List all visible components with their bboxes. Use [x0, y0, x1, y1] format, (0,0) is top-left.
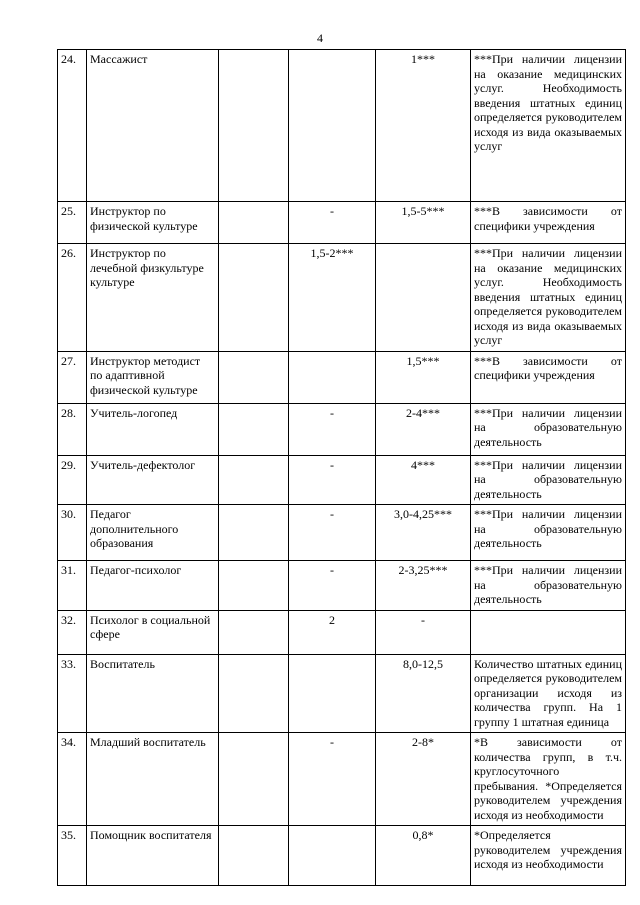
position-name: Педагог дополнительного образования [87, 505, 219, 561]
value-col-c: 3,0-4,25*** [376, 505, 471, 561]
page-number: 4 [317, 31, 323, 45]
row-note: Количество штатных единиц определяется руководителем организации исходя из количества групп. На 1 группу 1 штатная единица [471, 654, 626, 733]
row-note: ***В зависимости от специфики учреждения [471, 351, 626, 403]
value-col-b [289, 351, 376, 403]
value-col-c: 1,5-5*** [376, 202, 471, 244]
value-col-b [289, 654, 376, 733]
value-col-b [289, 826, 376, 886]
row-number: 25. [58, 202, 87, 244]
table-row [58, 244, 626, 352]
table-row [58, 826, 626, 886]
value-col-c: 1,5*** [376, 351, 471, 403]
row-number: 30. [58, 505, 87, 561]
table-row [58, 403, 626, 455]
row-number: 24. [58, 50, 87, 202]
table-row [58, 610, 626, 654]
table-row [58, 351, 626, 403]
position-name: Инструктор методист по адаптивной физической культуре [87, 351, 219, 403]
table-row [58, 202, 626, 244]
row-number: 28. [58, 403, 87, 455]
row-note [471, 610, 626, 654]
value-col-c: 8,0-12,5 [376, 654, 471, 733]
position-name: Учитель-дефектолог [87, 455, 219, 505]
table-row [58, 733, 626, 826]
row-note: ***При наличии лицензии на образовательную деятельность [471, 403, 626, 455]
row-note: ***В зависимости от специфики учреждения [471, 202, 626, 244]
table-row [58, 654, 626, 733]
row-number: 27. [58, 351, 87, 403]
value-col-b: 1,5-2*** [289, 244, 376, 352]
value-col-a [219, 202, 289, 244]
value-col-a [219, 244, 289, 352]
row-number: 32. [58, 610, 87, 654]
value-col-c: 2-8* [376, 733, 471, 826]
row-note: *В зависимости от количества групп, в т.ч. круглосуточного пребывания. *Определяется руководителем учреждения исходя из необходимости [471, 733, 626, 826]
row-note: ***При наличии лицензии на образовательную деятельность [471, 505, 626, 561]
value-col-a [219, 505, 289, 561]
value-col-a [219, 455, 289, 505]
value-col-b [289, 50, 376, 202]
row-number: 34. [58, 733, 87, 826]
row-number: 35. [58, 826, 87, 886]
row-note: ***При наличии лицензии на образовательную деятельность [471, 561, 626, 611]
value-col-c [376, 244, 471, 352]
value-col-a [219, 403, 289, 455]
position-name: Педагог-психолог [87, 561, 219, 611]
value-col-b: - [289, 202, 376, 244]
value-col-b: - [289, 733, 376, 826]
value-col-c: 0,8* [376, 826, 471, 886]
value-col-c: 2-3,25*** [376, 561, 471, 611]
value-col-b: - [289, 455, 376, 505]
value-col-c: 1*** [376, 50, 471, 202]
position-name: Массажист [87, 50, 219, 202]
value-col-a [219, 733, 289, 826]
value-col-a [219, 351, 289, 403]
table-row [58, 561, 626, 611]
value-col-b: - [289, 505, 376, 561]
row-number: 33. [58, 654, 87, 733]
position-name: Инструктор по лечебной физкультуре культуре [87, 244, 219, 352]
value-col-a [219, 610, 289, 654]
row-number: 31. [58, 561, 87, 611]
value-col-b: - [289, 561, 376, 611]
value-col-a [219, 561, 289, 611]
row-note: ***При наличии лицензии на оказание медицинских услуг. Необходимость введения штатных единиц определяется руководителем исходя из вида оказываемых услуг [471, 50, 626, 202]
staffing-table [57, 49, 626, 886]
row-number: 26. [58, 244, 87, 352]
value-col-c: 2-4*** [376, 403, 471, 455]
value-col-c: - [376, 610, 471, 654]
value-col-a [219, 826, 289, 886]
value-col-a [219, 654, 289, 733]
row-note: ***При наличии лицензии на оказание медицинских услуг. Необходимость введения штатных единиц определяется руководителем исходя из вида оказываемых услуг [471, 244, 626, 352]
table-row [58, 50, 626, 202]
position-name: Воспитатель [87, 654, 219, 733]
table-row [58, 455, 626, 505]
position-name: Психолог в социальной сфере [87, 610, 219, 654]
value-col-c: 4*** [376, 455, 471, 505]
position-name: Помощник воспитателя [87, 826, 219, 886]
position-name: Инструктор по физической культуре [87, 202, 219, 244]
row-note: ***При наличии лицензии на образовательную деятельность [471, 455, 626, 505]
row-number: 29. [58, 455, 87, 505]
value-col-b: - [289, 403, 376, 455]
position-name: Учитель-логопед [87, 403, 219, 455]
value-col-a [219, 50, 289, 202]
position-name: Младший воспитатель [87, 733, 219, 826]
table-row [58, 505, 626, 561]
row-note: *Определяется руководителем учреждения исходя из необходимости [471, 826, 626, 886]
value-col-b: 2 [289, 610, 376, 654]
